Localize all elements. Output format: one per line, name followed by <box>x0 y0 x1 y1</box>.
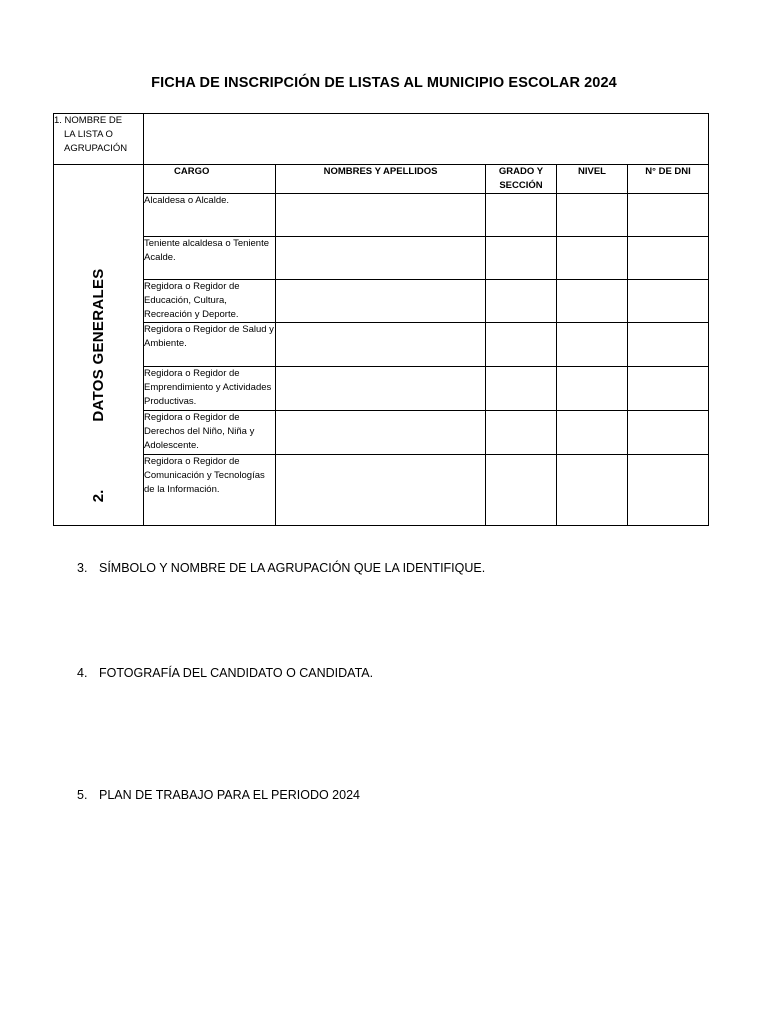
grado-field[interactable] <box>486 280 557 323</box>
section-plan <box>77 788 360 802</box>
section-number: 4. <box>77 666 88 680</box>
nivel-field[interactable] <box>557 323 628 367</box>
cargo-cell: Alcaldesa o Alcalde. <box>144 194 276 237</box>
cargo-cell: Regidora o Regidor de Educación, Cultura, Recreación y Deporte. <box>144 280 276 323</box>
nivel-field[interactable] <box>557 455 628 526</box>
table-row <box>54 237 709 280</box>
section-title: SÍMBOLO Y NOMBRE DE LA AGRUPACIÓN QUE LA IDENTIFIQUE. <box>99 561 486 575</box>
grado-field[interactable] <box>486 411 557 455</box>
dni-field[interactable] <box>628 194 709 237</box>
header-nivel: NIVEL <box>557 165 628 194</box>
grado-field[interactable] <box>486 323 557 367</box>
side-number: 2. <box>89 489 107 503</box>
dni-field[interactable] <box>628 237 709 280</box>
registration-table <box>53 113 709 526</box>
section-title: PLAN DE TRABAJO PARA EL PERIODO 2024 <box>99 788 360 802</box>
section-title: FOTOGRAFÍA DEL CANDIDATO O CANDIDATA. <box>99 666 374 680</box>
cargo-cell: Regidora o Regidor de Emprendimiento y Actividades Productivas. <box>144 367 276 411</box>
grado-field[interactable] <box>486 455 557 526</box>
dni-field[interactable] <box>628 280 709 323</box>
list-name-field[interactable] <box>144 114 709 165</box>
dni-field[interactable] <box>628 323 709 367</box>
list-name-label <box>54 114 144 165</box>
cargo-cell: Regidora o Regidor de Salud y Ambiente. <box>144 323 276 367</box>
list-name-label-line2: LA LISTA O <box>64 129 113 140</box>
section-number: 3. <box>77 561 88 575</box>
nombres-field[interactable] <box>276 411 486 455</box>
header-row <box>54 165 709 194</box>
dni-field[interactable] <box>628 411 709 455</box>
list-name-label-line3: AGRUPACIÓN <box>64 143 128 154</box>
list-name-label-line1: 1. NOMBRE DE <box>54 115 123 126</box>
cargo-cell: Regidora o Regidor de Derechos del Niño, Niña y Adolescente. <box>144 411 276 455</box>
side-label: DATOS GENERALES <box>89 268 107 422</box>
cargo-cell: Teniente alcaldesa o Teniente Acalde. <box>144 237 276 280</box>
section-symbol <box>77 561 485 575</box>
header-dni: N° DE DNI <box>628 165 709 194</box>
table-row <box>54 411 709 455</box>
nombres-field[interactable] <box>276 280 486 323</box>
table-row <box>54 323 709 367</box>
nivel-field[interactable] <box>557 367 628 411</box>
table-row <box>54 367 709 411</box>
header-grado: GRADO Y SECCIÓN <box>486 165 557 194</box>
nivel-field[interactable] <box>557 280 628 323</box>
side-label-cell <box>54 165 144 526</box>
table-row <box>54 194 709 237</box>
grado-field[interactable] <box>486 237 557 280</box>
list-name-row <box>54 114 709 165</box>
grado-field[interactable] <box>486 367 557 411</box>
header-cargo: CARGO <box>144 165 276 194</box>
nivel-field[interactable] <box>557 194 628 237</box>
nombres-field[interactable] <box>276 237 486 280</box>
cargo-cell: Regidora o Regidor de Comunicación y Tecnologías de la Información. <box>144 455 276 526</box>
nombres-field[interactable] <box>276 194 486 237</box>
table-row <box>54 455 709 526</box>
dni-field[interactable] <box>628 455 709 526</box>
nivel-field[interactable] <box>557 237 628 280</box>
nombres-field[interactable] <box>276 455 486 526</box>
grado-field[interactable] <box>486 194 557 237</box>
table-row <box>54 280 709 323</box>
section-photo <box>77 666 373 680</box>
nombres-field[interactable] <box>276 367 486 411</box>
dni-field[interactable] <box>628 367 709 411</box>
nombres-field[interactable] <box>276 323 486 367</box>
header-nombres: NOMBRES Y APELLIDOS <box>276 165 486 194</box>
page-title: FICHA DE INSCRIPCIÓN DE LISTAS AL MUNICIPIO ESCOLAR 2024 <box>151 75 617 91</box>
nivel-field[interactable] <box>557 411 628 455</box>
section-number: 5. <box>77 788 88 802</box>
